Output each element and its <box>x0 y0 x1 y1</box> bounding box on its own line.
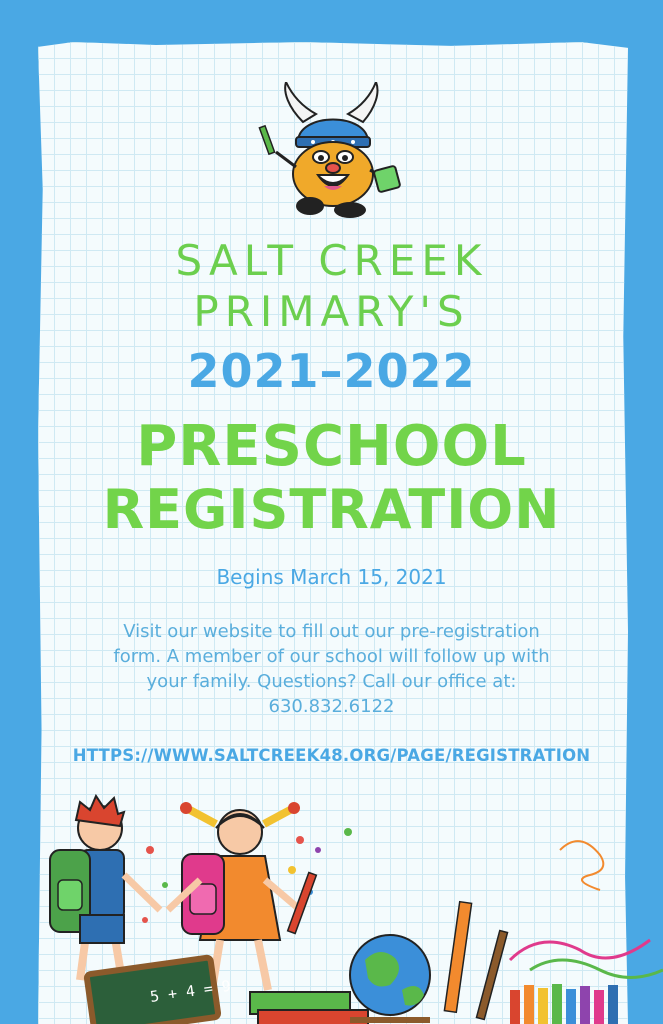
colored-pencils-icon <box>510 984 618 1024</box>
boy-with-backpack-icon <box>50 796 160 980</box>
globe-icon <box>350 935 430 1020</box>
begins-date: Begins March 15, 2021 <box>216 565 447 589</box>
title-line-2: PRIMARY'S <box>193 287 470 336</box>
description <box>70 619 593 719</box>
phone-number: 630.832.6122 <box>268 696 395 717</box>
chalkboard-text: 5 + 4 = 9 <box>148 976 232 1006</box>
title-line-1: SALT CREEK <box>175 236 488 285</box>
description-line: form. A member of our school will follow up with <box>113 646 550 667</box>
school-year: 2021–2022 <box>187 344 476 398</box>
description-line: Visit our website to fill out our pre-registration <box>123 621 540 642</box>
school-kids-illustration <box>0 780 663 1024</box>
paint-brush-icon <box>444 902 471 1013</box>
description-line: your family. Questions? Call our office at: <box>146 671 517 692</box>
heading-line-1: PRESCHOOL <box>136 414 527 479</box>
heading-line-2: REGISTRATION <box>102 478 561 541</box>
viking-mascot-icon <box>258 82 408 222</box>
registration-link[interactable]: HTTPS://WWW.SALTCREEK48.ORG/PAGE/REGISTRATION <box>72 746 591 765</box>
paint-brush-icon <box>476 930 507 1019</box>
chalkboard-icon <box>86 957 231 1024</box>
